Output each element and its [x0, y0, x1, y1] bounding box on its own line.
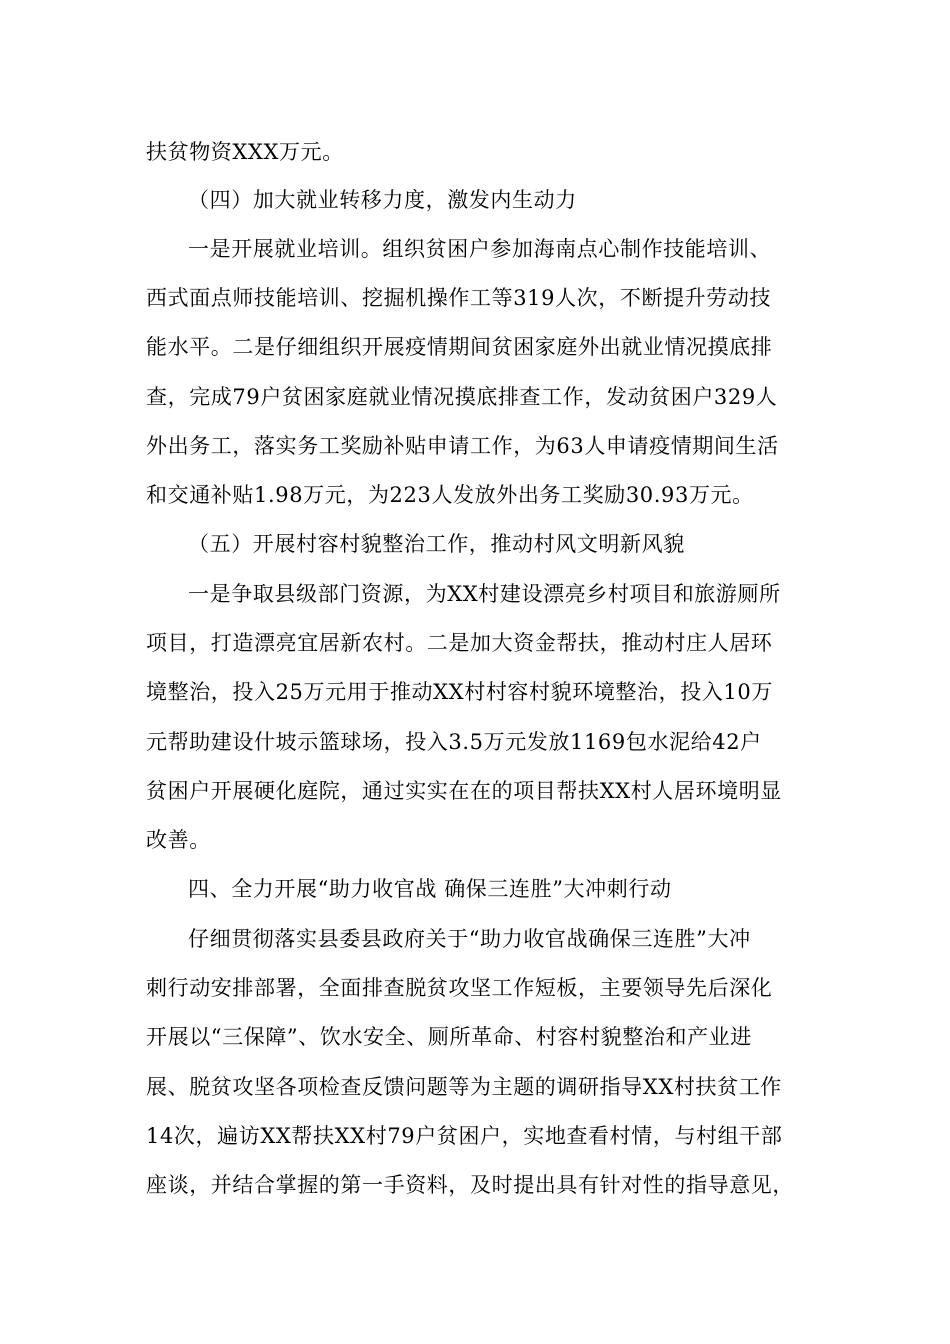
text-line: 扶贫物资XXX万元。 [146, 140, 344, 164]
text-line: 贫困户开展硬化庭院，通过实实在在的项目帮扶XX村人居环境明显 [146, 779, 782, 803]
text-line: 境整治，投入25万元用于推动XX村村容村貌环境整治，投入10万 [146, 680, 773, 704]
text-line: 西式面点师技能培训、挖掘机操作工等319人次，不断提升劳动技 [146, 286, 772, 310]
text-line: 开展以“三保障”、饮水安全、厕所革命、村容村貌整治和产业进 [146, 1025, 752, 1049]
text-line: 14次，遍访XX帮扶XX村79户贫困户，实地查看村情，与村组干部 [146, 1124, 783, 1148]
text-line: 查，完成79户贫困家庭就业情况摸底排查工作，发动贫困户329人 [146, 385, 778, 409]
text-line: 展、脱贫攻坚各项检查反馈问题等为主题的调研指导XX村扶贫工作 [146, 1075, 782, 1099]
text-line: 和交通补贴1.98万元，为223人发放外出务工奖励30.93万元。 [146, 483, 754, 507]
text-line: 刺行动安排部署，全面排查脱贫攻坚工作短板，主要领导先后深化 [146, 976, 773, 1000]
section-heading: （四）加大就业转移力度，激发内生动力 [188, 188, 577, 212]
text-line: 能水平。二是仔细组织开展疫情期间贫困家庭外出就业情况摸底排 [146, 335, 773, 359]
section-heading: （五）开展村容村貌整治工作，推动村风文明新风貌 [188, 532, 685, 556]
text-line: 改善。 [146, 828, 211, 852]
text-line: 仔细贯彻落实县委县政府关于“助力收官战确保三连胜”大冲 [188, 927, 751, 951]
text-line: 项目，打造漂亮宜居新农村。二是加大资金帮扶，推动村庄人居环 [146, 631, 773, 655]
section-heading: 四、全力开展“助力收官战 确保三连胜”大冲刺行动 [188, 877, 672, 901]
text-line: 一是开展就业培训。组织贫困户参加海南点心制作技能培训、 [188, 237, 772, 261]
text-line: 元帮助建设什坡示篮球场，投入3.5万元发放1169包水泥给42户 [146, 730, 762, 754]
text-line: 座谈，并结合掌握的第一手资料，及时提出具有针对性的指导意见， [146, 1173, 794, 1197]
text-line: 一是争取县级部门资源，为XX村建设漂亮乡村项目和旅游厕所 [188, 582, 781, 606]
text-line: 外出务工，落实务工奖励补贴申请工作，为63人申请疫情期间生活 [146, 434, 779, 458]
